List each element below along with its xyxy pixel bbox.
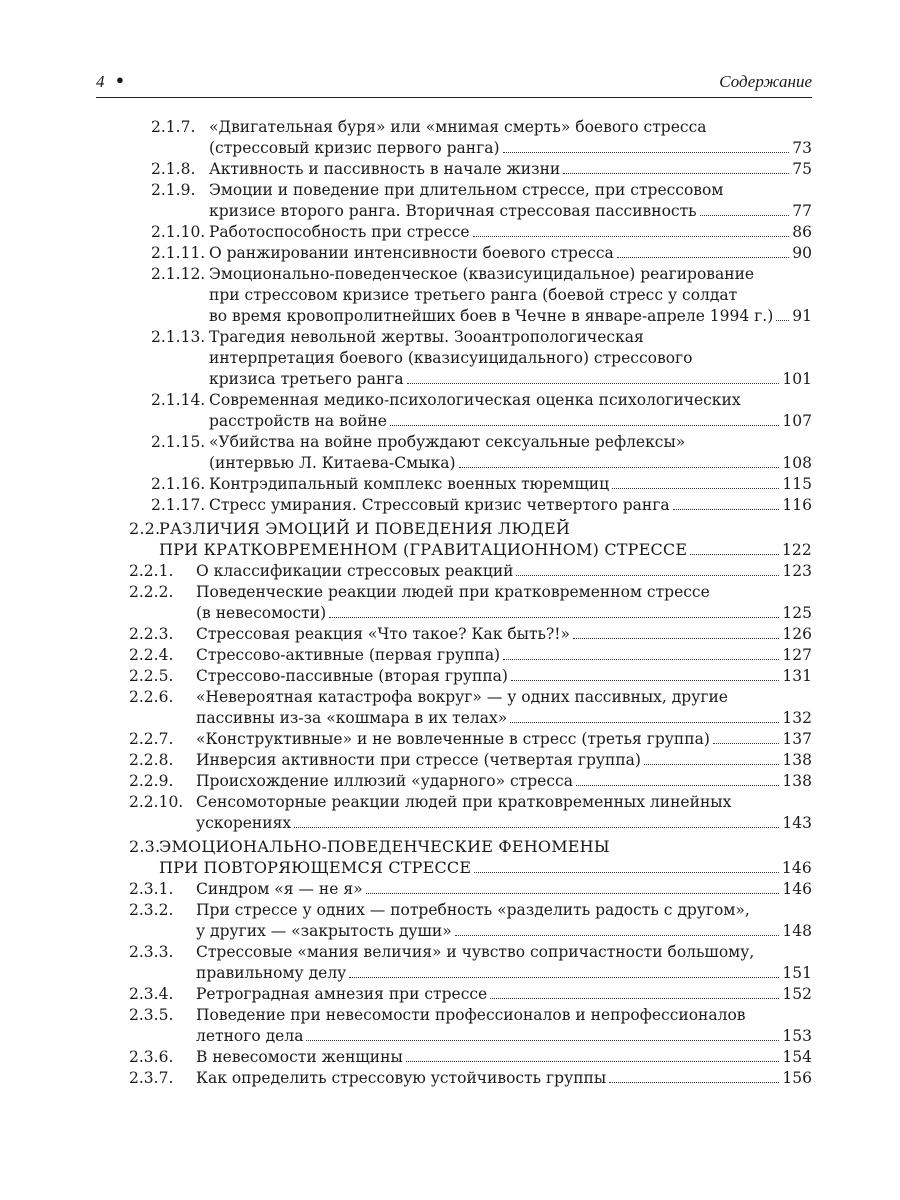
toc-entry-page: 143 — [782, 814, 812, 832]
toc-entry-title-line: Стресс умирания. Стрессовый кризис четвертого ранга — [209, 496, 670, 514]
toc-entry-title-line: «Убийства на войне пробуждают сексуальные рефлексы» — [209, 433, 686, 451]
toc-entry-last-line — [196, 645, 812, 666]
toc-entry[interactable] — [129, 1005, 812, 1047]
toc-entry-number: 2.3.7. — [129, 1069, 174, 1087]
toc-entry[interactable] — [129, 582, 812, 624]
toc-entry-number: 2.1.9. — [151, 181, 196, 199]
toc-entry[interactable] — [151, 390, 812, 432]
toc-entry-last-line — [209, 306, 812, 327]
toc-entry-number: 2.1.14. — [151, 391, 206, 409]
toc-entry-last-line — [196, 813, 812, 834]
toc-entry-page: 115 — [782, 475, 812, 493]
toc-entry-number: 2.1.11. — [151, 244, 206, 262]
toc-entry-number: 2.1.17. — [151, 496, 206, 514]
toc-entry-title-line: О ранжировании интенсивности боевого стресса — [209, 244, 614, 262]
toc-entry-page: 131 — [782, 667, 812, 685]
toc-entry-title-line: «Конструктивные» и не вовлеченные в стресс (третья группа) — [196, 730, 710, 748]
toc-entry-page: 152 — [782, 985, 812, 1003]
toc-entry-last-line — [209, 453, 812, 474]
toc-entry-number: 2.3.3. — [129, 943, 174, 961]
toc-entry[interactable] — [151, 159, 812, 180]
toc-entry-last-line — [209, 222, 812, 243]
toc-entry-title-line: Сенсомоторные реакции людей при кратковременных линейных — [196, 793, 732, 811]
toc-entry-page: 91 — [792, 307, 812, 325]
toc-entry-last-line — [209, 369, 812, 390]
toc-entry[interactable] — [129, 900, 812, 942]
toc-entry-number: 2.3.6. — [129, 1048, 174, 1066]
toc-entry-title-line: Стрессово-активные (первая группа) — [196, 646, 501, 664]
dot-leader — [609, 1082, 779, 1083]
dot-leader — [617, 257, 790, 258]
toc-entry-title-line: кризисе второго ранга. Вторичная стрессовая пассивность — [209, 202, 697, 220]
toc-entry-page: 156 — [782, 1069, 812, 1087]
toc-entry-title-line: летного дела — [196, 1027, 304, 1045]
toc-entry[interactable] — [129, 942, 812, 984]
toc-entry-title-line: при стрессовом кризисе третьего ранга (боевой стресс у солдат — [209, 286, 738, 304]
toc-entry-title-line: у других — «закрытость души» — [196, 922, 452, 940]
toc-entry-last-line — [196, 963, 812, 984]
toc-entry-last-line — [196, 1026, 812, 1047]
toc-entry-page: 154 — [782, 1048, 812, 1066]
toc-entry[interactable] — [151, 180, 812, 222]
toc-entry-page: 77 — [792, 202, 812, 220]
toc-entry[interactable] — [129, 518, 812, 561]
toc-entry-page: 123 — [782, 562, 812, 580]
toc-entry-title-line: во время кровопролитнейших боев в Чечне в январе-апреле 1994 г.) — [209, 307, 774, 325]
toc-entry-number: 2.3.2. — [129, 901, 174, 919]
dot-leader — [329, 617, 779, 618]
toc-entry-title-line: «Двигательная буря» или «мнимая смерть» боевого стресса — [209, 118, 707, 136]
toc-entry[interactable] — [129, 1068, 812, 1089]
dot-leader — [563, 173, 789, 174]
dot-leader — [459, 467, 780, 468]
toc-entry-number: 2.1.8. — [151, 160, 196, 178]
toc-entry-last-line — [209, 243, 812, 264]
bullet-icon: ● — [116, 72, 124, 87]
toc-entry-number: 2.3.5. — [129, 1006, 174, 1024]
toc-entry-last-line — [196, 708, 812, 729]
dot-leader — [511, 680, 779, 681]
header-rule — [96, 97, 812, 98]
toc-entry-page: 90 — [792, 244, 812, 262]
toc-entry-page: 116 — [782, 496, 812, 514]
toc-entry[interactable] — [151, 222, 812, 243]
dot-leader — [474, 872, 779, 873]
toc-entry[interactable] — [129, 666, 812, 687]
toc-entry-title-line: (стрессовый кризис первого ранга) — [209, 139, 500, 157]
toc-entry-page: 122 — [781, 541, 812, 559]
dot-leader — [713, 743, 780, 744]
toc-entry-last-line — [196, 561, 812, 582]
dot-leader — [510, 722, 779, 723]
toc-entry-last-line — [196, 984, 812, 1005]
toc-entry-page: 146 — [782, 880, 812, 898]
toc-entry-number: 2.1.12. — [151, 265, 206, 283]
toc-entry[interactable] — [151, 117, 812, 159]
toc-entry-page: 126 — [782, 625, 812, 643]
toc-entry-page: 146 — [781, 859, 812, 877]
toc-entry[interactable] — [129, 624, 812, 645]
toc-entry-title-line: ускорениях — [196, 814, 292, 832]
toc-entry-title-line: Поведение при невесомости профессионалов и непрофессионалов — [196, 1006, 746, 1024]
toc-entry-title-line: Стрессовая реакция «Что такое? Как быть?!» — [196, 625, 571, 643]
dot-leader — [390, 425, 779, 426]
toc-entry[interactable] — [151, 264, 812, 327]
toc-entry-number: 2.2.9. — [129, 772, 174, 790]
dot-leader — [294, 827, 779, 828]
toc-entry-number: 2.3.4. — [129, 985, 174, 1003]
toc-entry[interactable] — [129, 1047, 812, 1068]
toc-entry-number: 2.2.10. — [129, 793, 184, 811]
running-title: Содержание — [719, 72, 812, 91]
toc-entry-last-line — [196, 771, 812, 792]
toc-entry-page: 108 — [782, 454, 812, 472]
table-of-contents — [0, 117, 900, 1089]
toc-entry[interactable] — [151, 474, 812, 495]
toc-entry-title-line: ПРИ ПОВТОРЯЮЩЕМСЯ СТРЕССЕ — [159, 858, 472, 877]
toc-entry[interactable] — [151, 327, 812, 390]
dot-leader — [673, 509, 780, 510]
toc-entry-last-line — [159, 539, 812, 561]
dot-leader — [776, 320, 789, 321]
toc-entry-page: 138 — [782, 772, 812, 790]
toc-entry-title-line: Контрэдипальный комплекс военных тюремщиц — [209, 475, 610, 493]
toc-entry-title-line: пассивны из-за «кошмара в их телах» — [196, 709, 508, 727]
toc-entry-title-line: Активность и пассивность в начале жизни — [209, 160, 561, 178]
toc-entry-last-line — [209, 159, 812, 180]
toc-entry-number: 2.1.10. — [151, 223, 206, 241]
toc-entry-title-line: Эмоционально-поведенческое (квазисуицидальное) реагирование — [209, 265, 755, 283]
toc-entry-title-line: Как определить стрессовую устойчивость группы — [196, 1069, 607, 1087]
dot-leader — [700, 215, 790, 216]
toc-entry-number: 2.2.8. — [129, 751, 174, 769]
toc-entry[interactable] — [151, 495, 812, 516]
dot-leader — [349, 977, 779, 978]
toc-entry[interactable] — [129, 687, 812, 729]
toc-entry[interactable] — [129, 645, 812, 666]
toc-entry-page: 151 — [782, 964, 812, 982]
toc-entry-number: 2.3. — [129, 837, 161, 856]
toc-entry-last-line — [209, 201, 812, 222]
toc-entry-title-line: ПРИ КРАТКОВРЕМЕННОМ (ГРАВИТАЦИОННОМ) СТРЕССЕ — [159, 540, 688, 559]
dot-leader — [306, 1040, 779, 1041]
toc-entry-last-line — [196, 921, 812, 942]
toc-entry[interactable] — [129, 984, 812, 1005]
dot-leader — [644, 764, 779, 765]
toc-entry-last-line — [196, 729, 812, 750]
toc-entry[interactable] — [129, 792, 812, 834]
toc-entry-number: 2.2.7. — [129, 730, 174, 748]
toc-entry[interactable] — [129, 561, 812, 582]
toc-entry-title-line: «Невероятная катастрофа вокруг» — у одних пассивных, другие — [196, 688, 728, 706]
dot-leader — [503, 659, 779, 660]
toc-entry-number: 2.1.15. — [151, 433, 206, 451]
toc-entry-last-line — [196, 1047, 812, 1068]
toc-entry-number: 2.2.3. — [129, 625, 174, 643]
toc-entry-title-line: Трагедия невольной жертвы. Зооантропологическая — [209, 328, 644, 346]
toc-entry-page: 75 — [792, 160, 812, 178]
toc-entry[interactable] — [129, 836, 812, 879]
toc-entry-page: 107 — [782, 412, 812, 430]
toc-entry-title-line: Эмоции и поведение при длительном стрессе, при стрессовом — [209, 181, 724, 199]
toc-entry-title-line: ЭМОЦИОНАЛЬНО-ПОВЕДЕНЧЕСКИЕ ФЕНОМЕНЫ — [159, 837, 610, 856]
toc-entry-page: 101 — [782, 370, 812, 388]
dot-leader — [407, 383, 780, 384]
toc-entry-number: 2.3.1. — [129, 880, 174, 898]
toc-entry-title-line: О классификации стрессовых реакций — [196, 562, 514, 580]
dot-leader — [366, 893, 780, 894]
toc-entry[interactable] — [129, 729, 812, 750]
toc-entry-title-line: При стрессе у одних — потребность «разделить радость с другом», — [196, 901, 750, 919]
toc-entry[interactable] — [151, 243, 812, 264]
toc-entry-title-line: кризиса третьего ранга — [209, 370, 404, 388]
toc-entry-title-line: Синдром «я — не я» — [196, 880, 363, 898]
running-header — [96, 66, 812, 96]
toc-entry-title-line: интерпретация боевого (квазисуицидального) стрессового — [209, 349, 693, 367]
toc-entry-page: 132 — [782, 709, 812, 727]
toc-entry-number: 2.2.4. — [129, 646, 174, 664]
toc-entry-title-line: Инверсия активности при стрессе (четвертая группа) — [196, 751, 641, 769]
page-number: 4 — [96, 72, 105, 91]
toc-entry-last-line — [209, 411, 812, 432]
toc-entry-last-line — [196, 750, 812, 771]
toc-entry-title-line: Происхождение иллюзий «ударного» стресса — [196, 772, 573, 790]
dot-leader — [455, 935, 780, 936]
toc-entry-last-line — [196, 603, 812, 624]
toc-entry-number: 2.2.6. — [129, 688, 174, 706]
toc-entry-title-line: РАЗЛИЧИЯ ЭМОЦИЙ И ПОВЕДЕНИЯ ЛЮДЕЙ — [159, 519, 571, 538]
toc-entry[interactable] — [129, 879, 812, 900]
toc-entry-number: 2.2.5. — [129, 667, 174, 685]
toc-entry-title-line: правильному делу — [196, 964, 347, 982]
toc-entry-page: 73 — [792, 139, 812, 157]
toc-entry-title-line: (в невесомости) — [196, 604, 327, 622]
toc-entry-title-line: Поведенческие реакции людей при кратковременном стрессе — [196, 583, 710, 601]
dot-leader — [576, 785, 779, 786]
dot-leader — [690, 554, 779, 555]
toc-entry-page: 137 — [782, 730, 812, 748]
toc-entry-last-line — [196, 624, 812, 645]
toc-entry-number: 2.2.2. — [129, 583, 174, 601]
toc-entry-title-line: Современная медико-психологическая оценка психологических — [209, 391, 741, 409]
toc-entry-last-line — [196, 879, 812, 900]
toc-entry-page: 153 — [782, 1027, 812, 1045]
toc-entry-title-line: В невесомости женщины — [196, 1048, 403, 1066]
dot-leader — [516, 575, 779, 576]
toc-entry-number: 2.2. — [129, 519, 161, 538]
toc-entry-last-line — [159, 857, 812, 879]
toc-entry-page: 127 — [782, 646, 812, 664]
toc-entry-last-line — [196, 1068, 812, 1089]
dot-leader — [612, 488, 779, 489]
toc-entry-page: 148 — [782, 922, 812, 940]
toc-entry-page: 125 — [782, 604, 812, 622]
dot-leader — [573, 638, 779, 639]
dot-leader — [490, 998, 779, 999]
toc-entry-number: 2.2.1. — [129, 562, 174, 580]
toc-entry-page: 138 — [782, 751, 812, 769]
dot-leader — [473, 236, 790, 237]
toc-entry-title-line: Работоспособность при стрессе — [209, 223, 470, 241]
toc-entry-title-line: Ретроградная амнезия при стрессе — [196, 985, 488, 1003]
toc-entry-page: 86 — [792, 223, 812, 241]
toc-entry-number: 2.1.13. — [151, 328, 206, 346]
toc-entry-last-line — [209, 138, 812, 159]
toc-entry[interactable] — [129, 750, 812, 771]
toc-entry-last-line — [209, 474, 812, 495]
dot-leader — [406, 1061, 780, 1062]
toc-entry-title-line: расстройств на войне — [209, 412, 387, 430]
dot-leader — [503, 152, 790, 153]
toc-entry-title-line: Стрессово-пассивные (вторая группа) — [196, 667, 508, 685]
toc-entry-number: 2.1.16. — [151, 475, 206, 493]
toc-entry-number: 2.1.7. — [151, 118, 196, 136]
toc-entry-title-line: Стрессовые «мания величия» и чувство сопричастности большому, — [196, 943, 755, 961]
toc-entry[interactable] — [151, 432, 812, 474]
toc-entry-last-line — [209, 495, 812, 516]
toc-entry-title-line: (интервью Л. Китаева-Смыка) — [209, 454, 456, 472]
toc-entry-last-line — [196, 666, 812, 687]
toc-entry[interactable] — [129, 771, 812, 792]
